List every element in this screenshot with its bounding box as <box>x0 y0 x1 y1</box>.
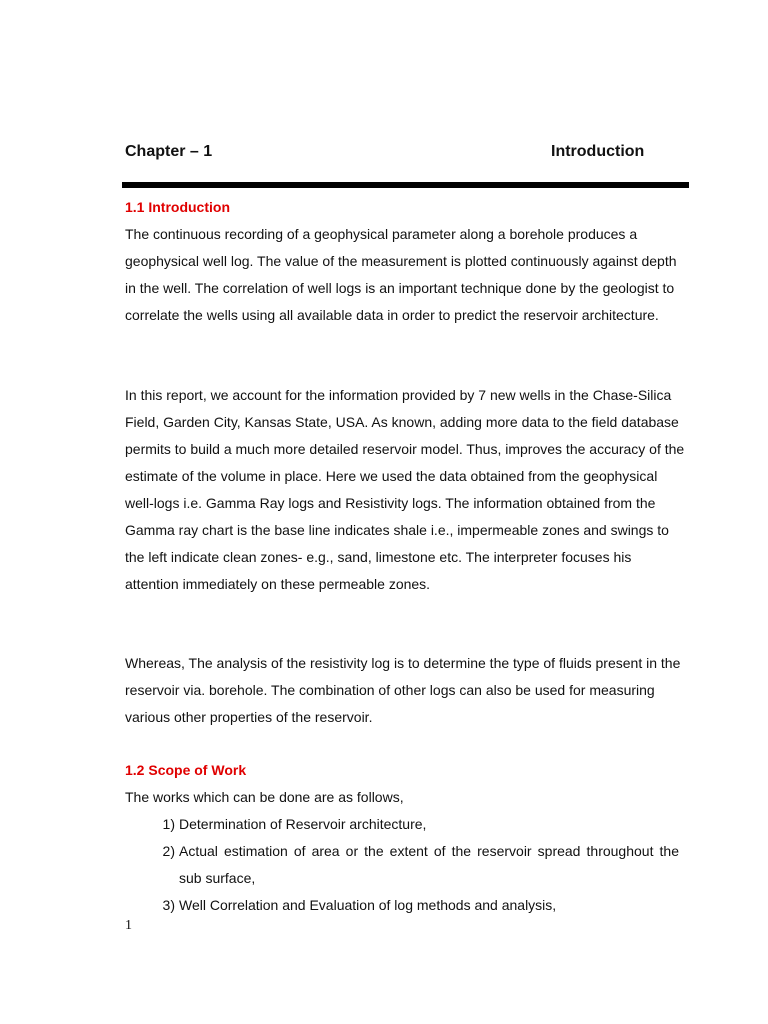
list-item-text: Actual estimation of area or the extent of the reservoir spread throughout the sub surface, <box>179 843 679 886</box>
chapter-label: Chapter – 1 <box>125 143 213 160</box>
paragraph-3: Whereas, The analysis of the resistivity log is to determine the type of fluids present in the reservoir via. borehole. The combination of other logs can also be used for measuring various other properties of the reservoir. <box>125 655 681 725</box>
list-item-number: 2) <box>162 843 175 859</box>
chapter-title: Introduction <box>551 143 645 160</box>
list-item-number: 1) <box>162 816 175 832</box>
scope-list <box>125 811 685 919</box>
list-item <box>125 892 685 919</box>
page-number: 1 <box>125 918 132 933</box>
section-heading-scope: 1.2 Scope of Work <box>125 762 247 778</box>
list-item <box>125 838 685 892</box>
list-item-text: Well Correlation and Evaluation of log methods and analysis, <box>179 897 557 913</box>
list-item <box>125 811 685 838</box>
header-rule <box>122 182 689 188</box>
scope-intro: The works which can be done are as follows, <box>125 789 404 805</box>
paragraph-2: In this report, we account for the information provided by 7 new wells in the Chase-Silica Field, Garden City, Kansas State, USA. As known, adding more data to the field database permits to build a much more detailed reservoir model. Thus, improves the accuracy of the estimate of the volume in place. Here we used the data obtained from the geophysical well-logs i.e. Gamma Ray logs and Resistivity logs. The information obtained from the Gamma ray chart is the base line indicates shale i.e., impermeable zones and swings to the left indicate clean zones- e.g., sand, limestone etc. The interpreter focuses his attention immediately on these permeable zones. <box>125 387 685 592</box>
list-item-number: 3) <box>162 897 175 913</box>
list-item-text: Determination of Reservoir architecture, <box>179 816 427 832</box>
paragraph-1: The continuous recording of a geophysical parameter along a borehole produces a geophysical well log. The value of the measurement is plotted continuously against depth in the well. The correlation of well logs is an important technique done by the geologist to correlate the wells using all available data in order to predict the reservoir architecture. <box>125 226 677 323</box>
section-heading-introduction: 1.1 Introduction <box>125 199 230 215</box>
